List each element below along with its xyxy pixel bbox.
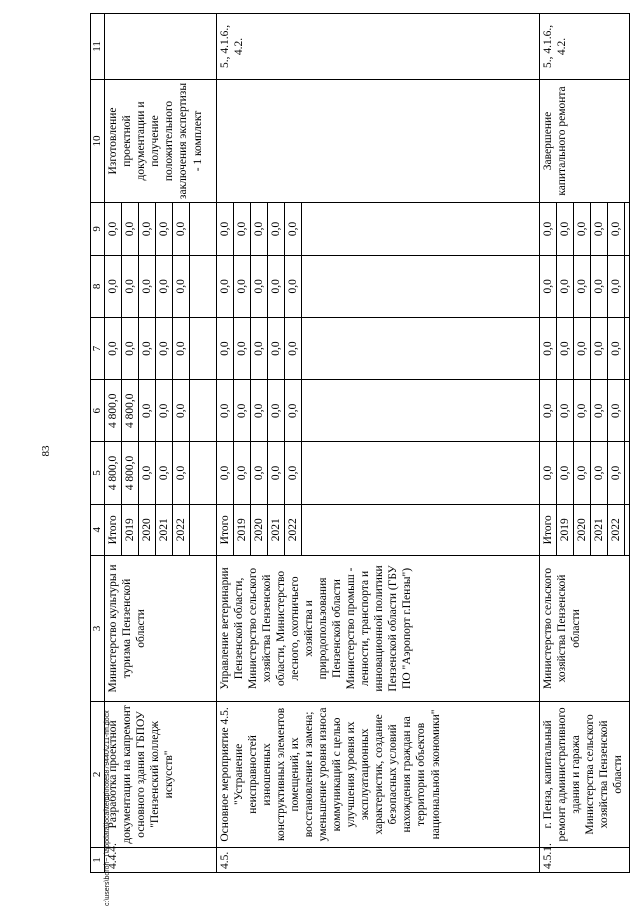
funding-regional: 0,0	[556, 380, 573, 442]
rotated-table-container	[90, 13, 630, 873]
funding-other: 0,0	[573, 203, 590, 256]
col-number: 10	[91, 79, 105, 202]
funding-local: 0,0	[573, 255, 590, 317]
indicator-ref: 5., 4.1.6., 4.2.	[539, 14, 629, 80]
year-cell: 2019	[234, 504, 251, 555]
empty-cell	[302, 442, 540, 504]
indicator-ref	[105, 14, 217, 80]
year-cell: 2021	[268, 504, 285, 555]
funding-federal: 0,0	[607, 317, 624, 379]
funding-other: 0,0	[173, 203, 190, 256]
empty-cell	[624, 504, 629, 555]
funding-total: 0,0	[156, 442, 173, 504]
item-number: 4.5.	[217, 847, 540, 872]
funding-federal: 0,0	[173, 317, 190, 379]
funding-federal: 0,0	[590, 317, 607, 379]
empty-cell	[624, 255, 629, 317]
funding-federal: 0,0	[156, 317, 173, 379]
funding-federal: 0,0	[122, 317, 139, 379]
funding-other: 0,0	[590, 203, 607, 256]
page-number: 83	[40, 445, 52, 457]
funding-regional: 0,0	[173, 380, 190, 442]
funding-federal: 0,0	[285, 317, 302, 379]
funding-federal: 0,0	[234, 317, 251, 379]
empty-cell	[624, 380, 629, 442]
funding-local: 0,0	[590, 255, 607, 317]
funding-other: 0,0	[268, 203, 285, 256]
funding-other: 0,0	[607, 203, 624, 256]
funding-other: 0,0	[251, 203, 268, 256]
empty-cell	[302, 255, 540, 317]
executor: Министерство сельского хозяйства Пензенской области	[539, 555, 629, 701]
funding-regional: 4 800,0	[122, 380, 139, 442]
funding-regional: 4 800,0	[105, 380, 122, 442]
empty-cell	[302, 380, 540, 442]
expected-result: Изготовление проектной документации и получение положительного заключения экспертизы - 1 комплект	[105, 79, 217, 202]
funding-total: 0,0	[139, 442, 156, 504]
funding-total: 0,0	[556, 442, 573, 504]
col-number: 7	[91, 317, 105, 379]
funding-other: 0,0	[234, 203, 251, 256]
indicator-ref: 5., 4.1.6., 4.2.	[217, 14, 540, 80]
year-cell: 2020	[251, 504, 268, 555]
item-number: 4.4.4.	[105, 847, 217, 872]
funding-regional: 0,0	[251, 380, 268, 442]
year-cell: Итого	[105, 504, 122, 555]
empty-cell	[302, 317, 540, 379]
funding-total: 4 800,0	[122, 442, 139, 504]
funding-local: 0,0	[234, 255, 251, 317]
funding-other: 0,0	[105, 203, 122, 256]
funding-local: 0,0	[156, 255, 173, 317]
col-number: 11	[91, 14, 105, 80]
funding-other: 0,0	[139, 203, 156, 256]
col-number: 4	[91, 504, 105, 555]
col-number: 8	[91, 255, 105, 317]
empty-cell	[190, 380, 217, 442]
empty-cell	[190, 317, 217, 379]
year-cell: 2022	[607, 504, 624, 555]
empty-cell	[302, 504, 540, 555]
funding-total: 0,0	[607, 442, 624, 504]
column-numbers-row	[91, 14, 105, 873]
table-row	[217, 14, 234, 873]
item-number: 4.5.1.	[539, 847, 629, 872]
funding-other: 0,0	[156, 203, 173, 256]
funding-local: 0,0	[556, 255, 573, 317]
year-cell: 2021	[590, 504, 607, 555]
empty-cell	[624, 442, 629, 504]
funding-total: 4 800,0	[105, 442, 122, 504]
funding-local: 0,0	[251, 255, 268, 317]
year-cell: 2022	[285, 504, 302, 555]
col-number: 1	[91, 847, 105, 872]
expected-result	[217, 79, 540, 202]
col-number: 3	[91, 555, 105, 701]
col-number: 2	[91, 701, 105, 847]
funding-total: 0,0	[590, 442, 607, 504]
funding-local: 0,0	[122, 255, 139, 317]
funding-total: 0,0	[268, 442, 285, 504]
funding-other: 0,0	[285, 203, 302, 256]
empty-cell	[190, 504, 217, 555]
funding-regional: 0,0	[139, 380, 156, 442]
funding-regional: 0,0	[285, 380, 302, 442]
funding-total: 0,0	[539, 442, 556, 504]
funding-regional: 0,0	[539, 380, 556, 442]
funding-total: 0,0	[251, 442, 268, 504]
col-number: 6	[91, 380, 105, 442]
table-row	[539, 14, 556, 873]
funding-total: 0,0	[217, 442, 234, 504]
empty-cell	[190, 255, 217, 317]
item-name: Разработка проектной документации на капремонт основного здания ГБПОУ "Пензенский колледж искусств"	[105, 701, 217, 847]
file-path-footer: c:\users\boroh~1\appdata\local\temp\notes879440\211-пп.docx	[104, 710, 111, 906]
year-cell: 2021	[156, 504, 173, 555]
funding-total: 0,0	[173, 442, 190, 504]
funding-regional: 0,0	[234, 380, 251, 442]
item-name: г. Пенза, капитальный ремонт административного здания и гаража Министерства сельского хозяйства Пензенской области	[539, 701, 629, 847]
funding-federal: 0,0	[105, 317, 122, 379]
funding-federal: 0,0	[539, 317, 556, 379]
funding-other: 0,0	[122, 203, 139, 256]
empty-cell	[190, 203, 217, 256]
funding-federal: 0,0	[217, 317, 234, 379]
funding-regional: 0,0	[217, 380, 234, 442]
year-cell: 2020	[573, 504, 590, 555]
funding-regional: 0,0	[156, 380, 173, 442]
empty-cell	[624, 203, 629, 256]
col-number: 9	[91, 203, 105, 256]
empty-cell	[190, 442, 217, 504]
funding-other: 0,0	[539, 203, 556, 256]
funding-local: 0,0	[139, 255, 156, 317]
funding-local: 0,0	[268, 255, 285, 317]
empty-cell	[302, 203, 540, 256]
funding-local: 0,0	[217, 255, 234, 317]
year-cell: 2020	[139, 504, 156, 555]
funding-total: 0,0	[573, 442, 590, 504]
year-cell: Итого	[217, 504, 234, 555]
year-cell: 2019	[122, 504, 139, 555]
funding-regional: 0,0	[268, 380, 285, 442]
funding-federal: 0,0	[556, 317, 573, 379]
funding-local: 0,0	[173, 255, 190, 317]
funding-other: 0,0	[556, 203, 573, 256]
executor: Управление ветеринарии Пензенской области, Министерство сельского хозяйства Пензенской области, Министерство лесного, охотничьего хозяйства и природопользования Пензенской области Министерство промыш - ленности, транспорта и инновационной политики Пензенской области (ГБУ ПО "Аэропорт г.Пензы")	[217, 555, 540, 701]
funding-federal: 0,0	[268, 317, 285, 379]
funding-regional: 0,0	[590, 380, 607, 442]
funding-federal: 0,0	[139, 317, 156, 379]
funding-regional: 0,0	[607, 380, 624, 442]
funding-federal: 0,0	[573, 317, 590, 379]
funding-local: 0,0	[607, 255, 624, 317]
expected-result: Завершение капитального ремонта	[539, 79, 629, 202]
year-cell: 2019	[556, 504, 573, 555]
col-number: 5	[91, 442, 105, 504]
funding-regional: 0,0	[573, 380, 590, 442]
year-cell: Итого	[539, 504, 556, 555]
item-name: Основное мероприятие 4.5. "Устранение неисправностей изношенных конструктивных элементов помещений, их восстановление и замена; уменьшение уровня износа коммуникаций с целью улучшения уровня их эксплуатационных характеристик, создание безопасных условий нахождения граждан на территории объектов национальной экономики"	[217, 701, 540, 847]
year-cell: 2022	[173, 504, 190, 555]
funding-other: 0,0	[217, 203, 234, 256]
funding-local: 0,0	[105, 255, 122, 317]
funding-total: 0,0	[285, 442, 302, 504]
funding-local: 0,0	[285, 255, 302, 317]
empty-cell	[624, 317, 629, 379]
executor: Министерство культуры и туризма Пензенской области	[105, 555, 217, 701]
funding-total: 0,0	[234, 442, 251, 504]
program-table	[90, 13, 630, 873]
funding-federal: 0,0	[251, 317, 268, 379]
funding-local: 0,0	[539, 255, 556, 317]
